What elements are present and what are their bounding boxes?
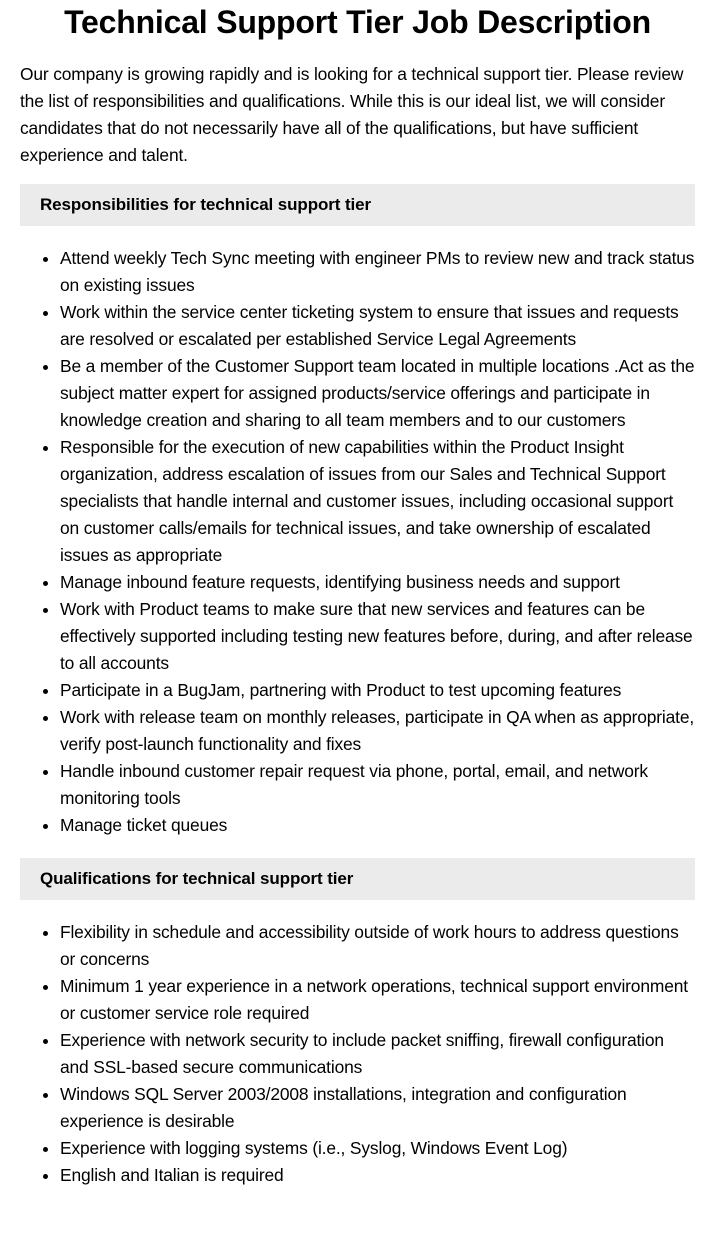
list-item: Manage ticket queues [60,812,695,839]
list-item: Minimum 1 year experience in a network operations, technical support environment or customer service role required [60,973,695,1027]
responsibilities-heading: Responsibilities for technical support tier [20,184,695,226]
list-item: Work with release team on monthly releases, participate in QA when as appropriate, verify post-launch functionality and fixes [60,704,695,758]
qualifications-list [20,919,695,1189]
qualifications-heading: Qualifications for technical support tier [20,858,695,900]
list-item: Manage inbound feature requests, identifying business needs and support [60,569,695,596]
list-item: Windows SQL Server 2003/2008 installations, integration and configuration experience is desirable [60,1081,695,1135]
list-item: Attend weekly Tech Sync meeting with engineer PMs to review new and track status on existing issues [60,245,695,299]
responsibilities-section [20,184,695,839]
list-item: Work within the service center ticketing system to ensure that issues and requests are resolved or escalated per established Service Legal Agreements [60,299,695,353]
list-item: Flexibility in schedule and accessibility outside of work hours to address questions or concerns [60,919,695,973]
list-item: English and Italian is required [60,1162,695,1189]
list-item: Responsible for the execution of new capabilities within the Product Insight organization, address escalation of issues from our Sales and Technical Support specialists that handle internal and customer issues, including occasional support on customer calls/emails for technical issues, and take ownership of escalated issues as appropriate [60,434,695,569]
list-item: Experience with network security to include packet sniffing, firewall configuration and SSL-based secure communications [60,1027,695,1081]
responsibilities-list [20,245,695,839]
page-title: Technical Support Tier Job Description [64,4,651,40]
list-item: Be a member of the Customer Support team located in multiple locations .Act as the subject matter expert for assigned products/service offerings and participate in knowledge creation and sharing to all team members and to our customers [60,353,695,434]
list-item: Work with Product teams to make sure that new services and features can be effectively supported including testing new features before, during, and after release to all accounts [60,596,695,677]
list-item: Handle inbound customer repair request via phone, portal, email, and network monitoring tools [60,758,695,812]
list-item: Participate in a BugJam, partnering with Product to test upcoming features [60,677,695,704]
list-item: Experience with logging systems (i.e., Syslog, Windows Event Log) [60,1135,695,1162]
intro-paragraph: Our company is growing rapidly and is looking for a technical support tier. Please review the list of responsibilities and qualifications. While this is our ideal list, we will consider candidates that do not necessarily have all of the qualifications, but have sufficient experience and talent. [20,64,684,165]
qualifications-section [20,858,695,1189]
